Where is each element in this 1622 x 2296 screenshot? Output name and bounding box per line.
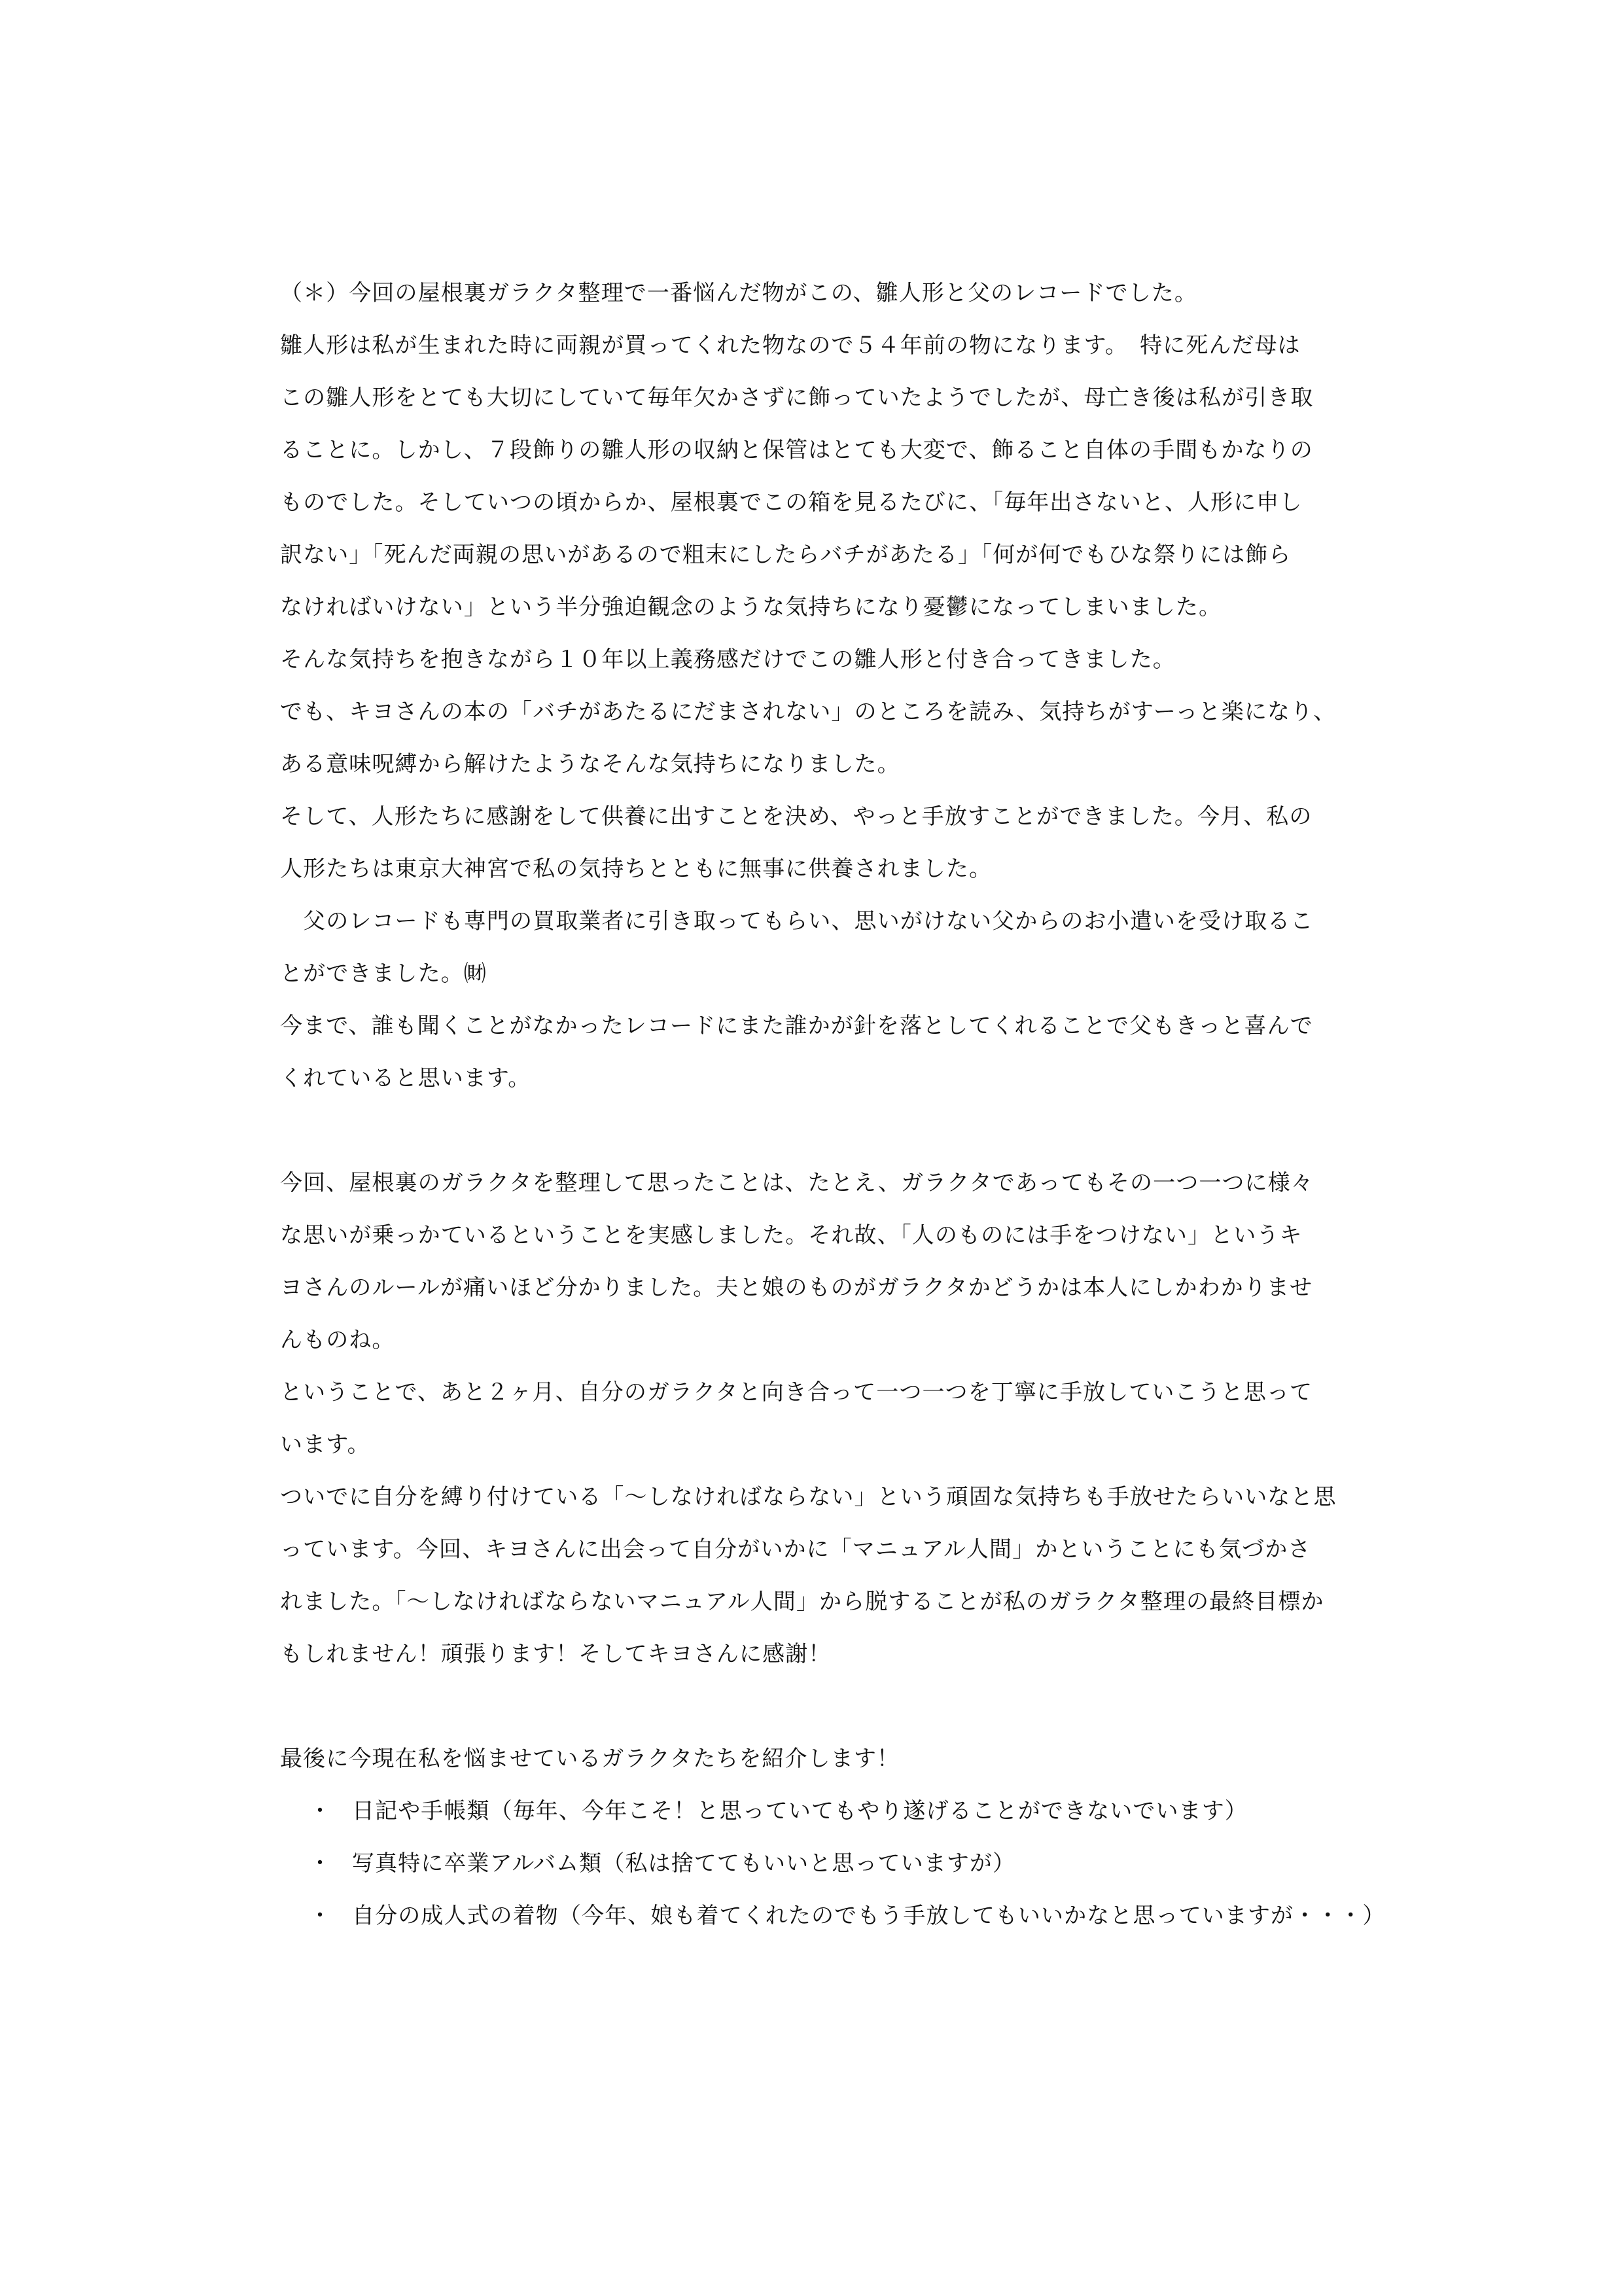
text-line: ものでした。そしていつの頃からか、屋根裏でこの箱を見るたびに、「毎年出さないと、人形に申し	[280, 489, 1303, 516]
text-line: そして、人形たちに感謝をして供養に出すことを決め、やっと手放すことができました。今月、私の	[280, 804, 1313, 830]
text-line: ということで、あと２ヶ月、自分のガラクタと向き合って一つ一つを丁寧に手放していこうと思って	[280, 1379, 1313, 1405]
junk-items-list	[280, 1785, 1386, 1942]
paragraph-hina-dolls-and-records	[280, 267, 1379, 1104]
text-line: ることに。しかし、７段飾りの雛人形の収納と保管はとても大変で、飾ること自体の手間もかなりの	[280, 437, 1313, 463]
text-line: （＊）今回の屋根裏ガラクタ整理で一番悩んだ物がこの、雛人形と父のレコードでした。	[280, 280, 1197, 306]
paragraph-reflection	[280, 1157, 1379, 1680]
text-line: 最後に今現在私を悩ませているガラクタたちを紹介します！	[280, 1746, 900, 1772]
text-line: んものね。	[280, 1327, 395, 1353]
text-line: ある意味呪縛から解けたようなそんな気持ちになりました。	[280, 751, 900, 777]
text-line: 人形たちは東京大神宮で私の気持ちとともに無事に供養されました。	[280, 856, 993, 882]
text-line: もしれません！頑張ります！そしてキヨさんに感謝！	[280, 1641, 832, 1667]
text-line: 雛人形は私が生まれた時に両親が買ってくれた物なので５４年前の物になります。 特に死んだ母は	[280, 332, 1301, 359]
list-item-text: 日記や手帳類（毎年、今年こそ！と思っていてもやり遂げることができないでいます）	[352, 1798, 1248, 1824]
text-line: 父のレコードも専門の買取業者に引き取ってもらい、思いがけない父からのお小遣いを受け取るこ	[280, 908, 1314, 934]
list-item-text: 写真特に卒業アルバム類（私は捨ててもいいと思っていますが）	[352, 1850, 1016, 1877]
text-line: 今まで、誰も聞くことがなかったレコードにまた誰かが針を落としてくれることで父もきっと喜んで	[280, 1013, 1313, 1039]
bullet-marker: ・	[309, 1903, 332, 1929]
list-item-text: 自分の成人式の着物（今年、娘も着てくれたのでもう手放してもいいかなと思っていますが・・・）	[352, 1903, 1386, 1929]
text-line: います。	[280, 1432, 370, 1458]
text-line: な思いが乗っかているということを実感しました。それ故、「人のものには手をつけない」というキ	[280, 1222, 1303, 1248]
text-line: 今回、屋根裏のガラクタを整理して思ったことは、たとえ、ガラクタであってもその一つ一つに様々	[280, 1170, 1314, 1196]
paragraph-spacer	[280, 1104, 1379, 1157]
text-line: とができました。㈶	[280, 961, 487, 987]
text-line: でも、キヨさんの本の「バチがあたるにだまされない」のところを読み、気持ちがすーっと楽になり、	[280, 699, 1337, 725]
text-line: そんな気持ちを抱きながら１０年以上義務感だけでこの雛人形と付き合ってきました。	[280, 646, 1176, 673]
bullet-marker: ・	[309, 1798, 332, 1824]
text-line: っています。今回、キヨさんに出会って自分がいかに「マニュアル人間」かということにも気づかさ	[280, 1536, 1311, 1563]
bullet-marker: ・	[309, 1850, 332, 1877]
list-item	[280, 1837, 1379, 1890]
text-line: ヨさんのルールが痛いほど分かりました。夫と娘のものがガラクタかどうかは本人にしかわかりませ	[280, 1275, 1313, 1301]
list-item	[280, 1890, 1386, 1942]
paragraph-spacer	[280, 1680, 1379, 1733]
text-line: くれていると思います。	[280, 1065, 531, 1091]
text-line: 訳ない」「死んだ両親の思いがあるので粗末にしたらバチがあたる」「何が何でもひな祭りには飾ら	[280, 542, 1292, 568]
list-item	[280, 1785, 1379, 1837]
text-line: ついでに自分を縛り付けている「〜しなければならない」という頑固な気持ちも手放せたらいいなと思	[280, 1484, 1337, 1510]
text-line: れました。「〜しなければならないマニュアル人間」から脱することが私のガラクタ整理の最終目標か	[280, 1589, 1324, 1615]
text-line: なければいけない」という半分強迫観念のような気持ちになり憂鬱になってしまいました。	[280, 594, 1222, 620]
paragraph-closing	[280, 1733, 1379, 1785]
document-body	[280, 267, 1386, 1942]
text-line: この雛人形をとても大切にしていて毎年欠かさずに飾っていたようでしたが、母亡き後は私が引き取	[280, 385, 1314, 411]
